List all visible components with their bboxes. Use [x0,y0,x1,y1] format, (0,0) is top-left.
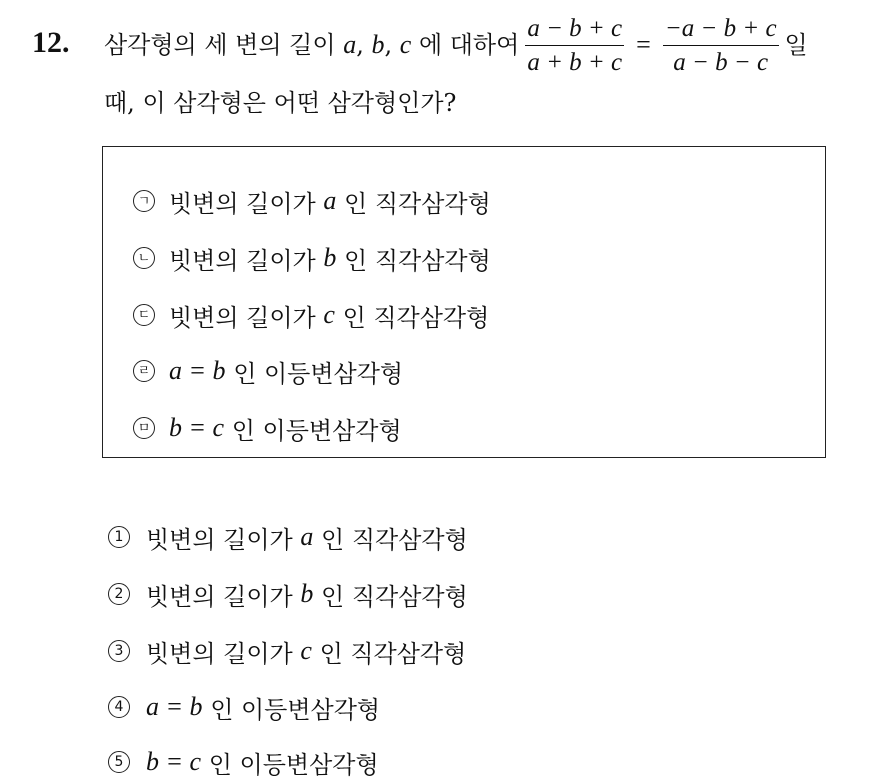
answer-choice-1[interactable] [108,521,468,553]
choice-suffix: 인 직각삼각형 [321,582,468,611]
statement-variable: b = c [169,413,225,442]
choice-suffix: 인 직각삼각형 [319,639,467,668]
choice-number: 4 [108,696,130,718]
answer-choice-3[interactable] [108,635,466,667]
comma-2: , [384,31,393,59]
statement-item [133,185,491,217]
statement-item [133,242,491,274]
for-text: 에 대하여 [418,31,520,59]
choice-number: 3 [108,640,130,662]
lhs-numerator: a − b + c [525,16,624,46]
answer-choice-2[interactable] [108,578,468,610]
statement-marker: ㄷ [133,304,155,326]
choice-variable: b = c [146,747,202,776]
statement-marker: ㄱ [133,190,155,212]
choice-number: 2 [108,583,130,605]
rhs-denominator: a − b − c [673,48,769,76]
statement-prefix: 빗변의 길이가 [169,246,316,275]
trail-text: 일 [784,31,808,59]
statement-variable: a [323,186,337,215]
choice-variable: c [300,636,312,665]
question-stem-line-2: 때, 이 삼각형은 어떤 삼각형인가? [104,89,457,117]
choice-suffix: 인 직각삼각형 [321,525,468,554]
choice-variable: a = b [146,692,203,721]
statement-marker: ㄴ [133,247,155,269]
statement-marker: ㄹ [133,360,155,382]
statement-suffix: 인 이등변삼각형 [231,416,402,445]
equals-sign: = [636,30,651,59]
statement-suffix: 인 직각삼각형 [344,246,491,275]
answer-choice-4[interactable] [108,691,380,723]
question-number: 12. [32,26,70,59]
statement-prefix: 빗변의 길이가 [169,303,316,332]
question-stem-line-1 [104,10,808,80]
choice-number: 5 [108,751,130,773]
choice-variable: a [300,522,314,551]
statement-item [133,355,403,387]
var-a: a [343,30,357,59]
lhs-fraction [525,16,624,75]
statement-marker: ㅁ [133,417,155,439]
statement-suffix: 인 직각삼각형 [342,303,490,332]
choice-prefix: 빗변의 길이가 [146,639,293,668]
statement-variable: c [323,300,335,329]
var-c: c [399,30,412,59]
answer-choice-5[interactable] [108,746,379,778]
choice-suffix: 인 이등변삼각형 [210,695,381,724]
comma-1: , [356,31,364,59]
lhs-denominator: a + b + c [527,48,623,76]
choice-prefix: 빗변의 길이가 [146,582,293,611]
statement-prefix: 빗변의 길이가 [169,189,316,218]
var-b: b [371,30,385,59]
choice-prefix: 빗변의 길이가 [146,525,293,554]
choice-variable: b [300,579,314,608]
rhs-numerator: −a − b + c [663,16,779,46]
statement-box [102,146,826,458]
statement-item [133,412,402,444]
statement-suffix: 인 직각삼각형 [344,189,491,218]
statement-variable: a = b [169,356,226,385]
statement-item [133,299,489,331]
statement-variable: b [323,243,337,272]
choice-suffix: 인 이등변삼각형 [208,750,379,779]
choice-number: 1 [108,526,130,548]
statement-suffix: 인 이등변삼각형 [233,359,404,388]
stem-text: 삼각형의 세 변의 길이 [104,31,336,59]
rhs-fraction [663,16,779,75]
